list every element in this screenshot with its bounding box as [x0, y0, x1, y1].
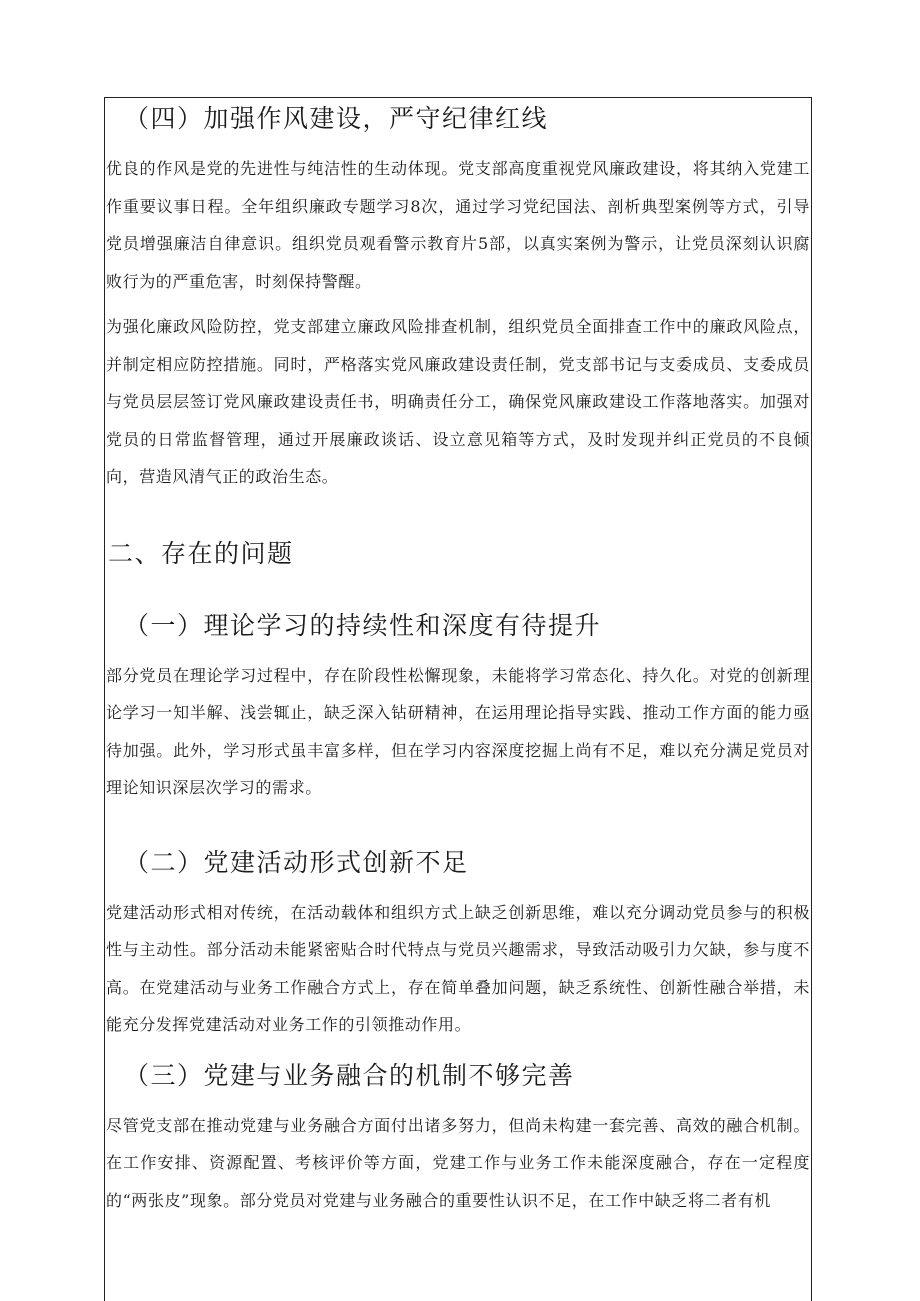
document-content: [106, 97, 810, 1219]
issue-paragraph: 党建活动形式相对传统，在活动载体和组织方式上缺乏创新思维，难以充分调动党员参与的积极性与主动性。部分活动未能紧密贴合时代特点与党员兴趣需求，导致活动吸引力欠缺，参与度不高。在党建活动与业务工作融合方式上，存在简单叠加问题，缺乏系统性、创新性融合举措，未能充分发挥党建活动对业务工作的引领推动作用。: [106, 902, 810, 1034]
section-paragraph: 为强化廉政风险防控，党支部建立廉政风险排查机制，组织党员全面排查工作中的廉政风险点，并制定相应防控措施。同时，严格落实党风廉政建设责任制，党支部书记与支委成员、支委成员与党员层层签订党风廉政建设责任书，明确责任分工，确保党风廉政建设工作落地落实。加强对党员的日常监督管理，通过开展廉政谈话、设立意见箱等方式，及时发现并纠正党员的不良倾向，营造风清气正的政治生态。: [106, 317, 810, 486]
issue-title-integration-mechanism: （三）党建与业务融合的机制不够完善: [124, 1060, 575, 1090]
issue-paragraph: 尽管党支部在推动党建与业务融合方面付出诸多努力，但尚未构建一套完善、高效的融合机制。在工作安排、资源配置、考核评价等方面，党建工作与业务工作未能深度融合，存在一定程度的“两张皮”现象。部分党员对党建与业务融合的重要性认识不足，在工作中缺乏将二者有机: [106, 1115, 810, 1210]
problems-heading: 二、存在的问题: [108, 538, 294, 568]
issue-title-theory-study: （一）理论学习的持续性和深度有待提升: [124, 610, 602, 640]
issue-title-activity-innovation: （二）党建活动形式创新不足: [124, 847, 469, 877]
section-title-style-discipline: （四）加强作风建设，严守纪律红线: [124, 104, 549, 133]
issue-paragraph: 部分党员在理论学习过程中，存在阶段性松懈现象，未能将学习常态化、持久化。对党的创新理论学习一知半解、浅尝辄止，缺乏深入钻研精神，在运用理论指导实践、推动工作方面的能力亟待加强。此外，学习形式虽丰富多样，但在学习内容深度挖掘上尚有不足，难以充分满足党员对理论知识深层次学习的需求。: [106, 665, 810, 797]
section-paragraph: 优良的作风是党的先进性与纯洁性的生动体现。党支部高度重视党风廉政建设，将其纳入党建工作重要议事日程。全年组织廉政专题学习8次，通过学习党纪国法、剖析典型案例等方式，引导党员增强廉洁自律意识。组织党员观看警示教育片5部，以真实案例为警示，让党员深刻认识腐败行为的严重危害，时刻保持警醒。: [106, 159, 810, 291]
